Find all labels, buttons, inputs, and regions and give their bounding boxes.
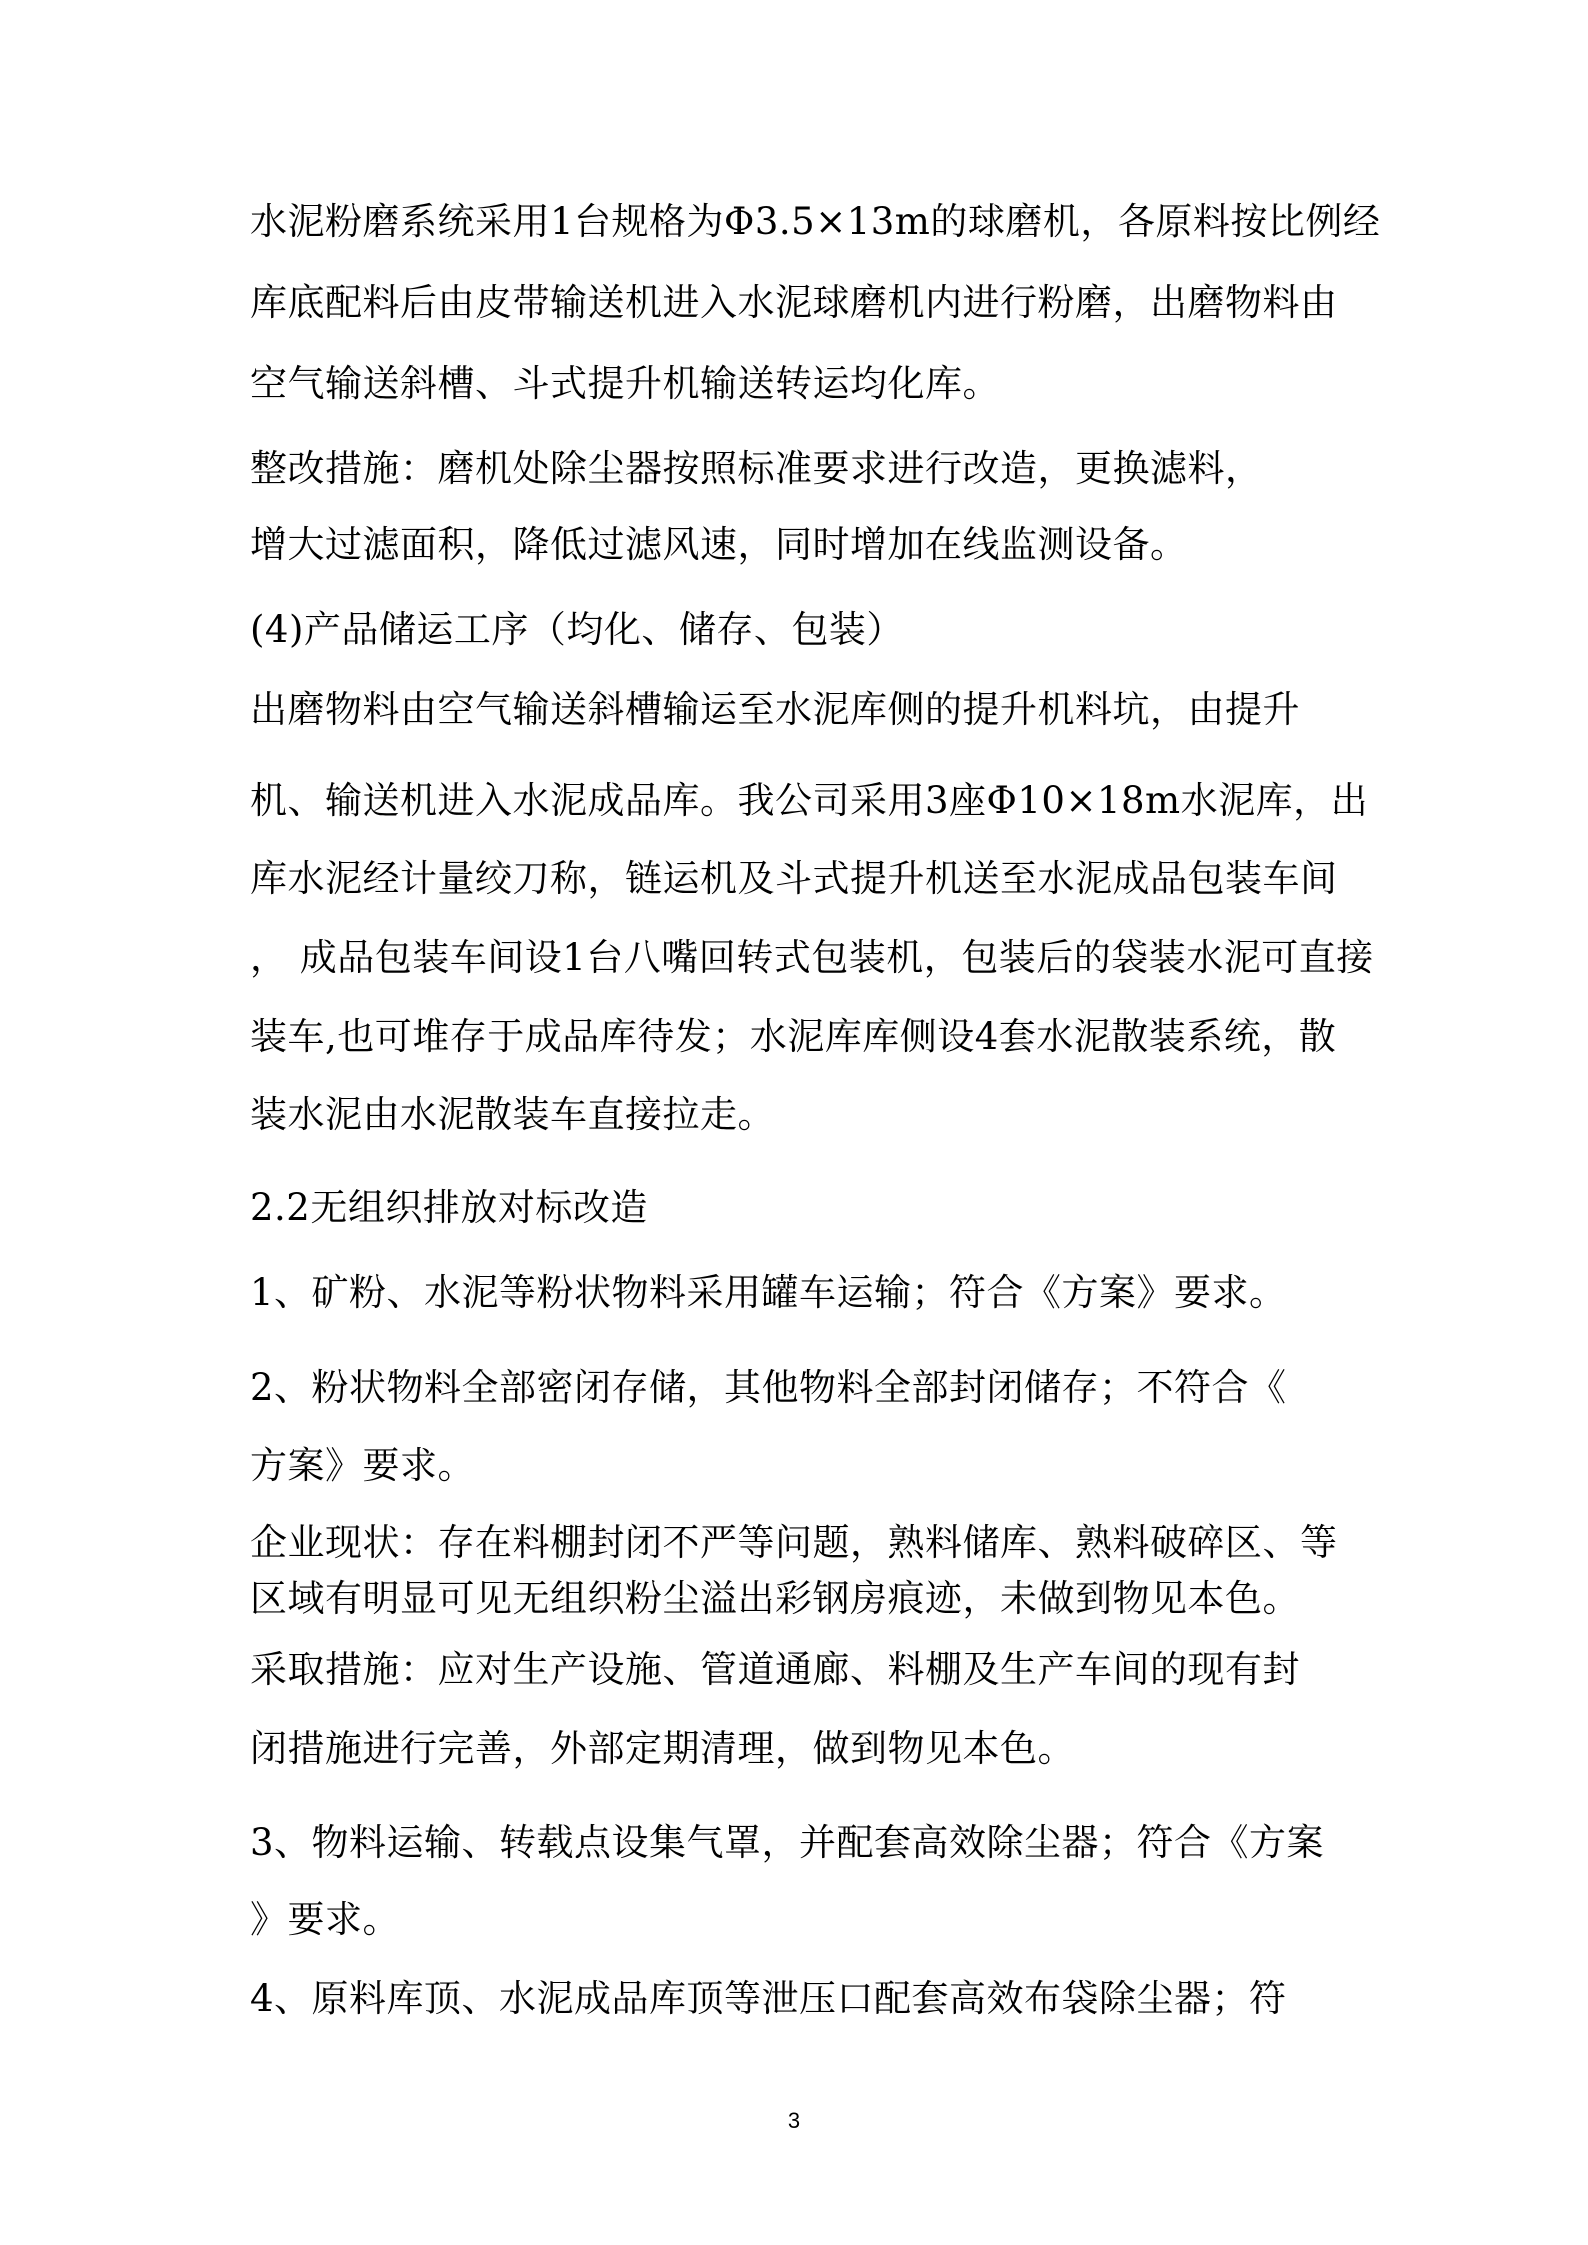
text-line: 企业现状：存在料棚封闭不严等问题，熟料储库、熟料破碎区、等 bbox=[250, 1521, 1338, 1564]
text-line: 空气输送斜槽、斗式提升机输送转运均化库。 bbox=[250, 362, 1000, 405]
text-line: 装车,也可堆存于成品库待发；水泥库库侧设4套水泥散装系统，散 bbox=[250, 1015, 1337, 1058]
text-line: (4)产品储运工序（均化、储存、包装） bbox=[250, 608, 904, 651]
text-line: 方案》要求。 bbox=[250, 1444, 475, 1487]
text-line: 采取措施：应对生产设施、管道通廊、料棚及生产车间的现有封 bbox=[250, 1648, 1300, 1691]
text-line: ， 成品包装车间设1台八嘴回转式包装机，包装后的袋装水泥可直接 bbox=[250, 936, 1374, 979]
text-line: 增大过滤面积，降低过滤风速，同时增加在线监测设备。 bbox=[250, 523, 1188, 566]
text-line: 3、物料运输、转载点设集气罩，并配套高效除尘器；符合《方案 bbox=[250, 1821, 1325, 1864]
text-line: 闭措施进行完善，外部定期清理，做到物见本色。 bbox=[250, 1727, 1075, 1770]
text-line: 2.2无组织排放对标改造 bbox=[250, 1186, 648, 1229]
text-line: 区域有明显可见无组织粉尘溢出彩钢房痕迹，未做到物见本色。 bbox=[250, 1577, 1300, 1620]
text-line: 水泥粉磨系统采用1台规格为Φ3.5×13m的球磨机，各原料按比例经 bbox=[250, 200, 1381, 243]
text-line: 装水泥由水泥散装车直接拉走。 bbox=[250, 1093, 775, 1136]
text-line: 库水泥经计量绞刀称，链运机及斗式提升机送至水泥成品包装车间 bbox=[250, 857, 1338, 900]
text-line: 整改措施：磨机处除尘器按照标准要求进行改造，更换滤料， bbox=[250, 447, 1263, 490]
text-line: 机、输送机进入水泥成品库。我公司采用3座Φ10×18m水泥库，出 bbox=[250, 779, 1369, 822]
text-line: 2、粉状物料全部密闭存储，其他物料全部封闭储存；不符合《 bbox=[250, 1366, 1287, 1409]
page-number: 3 bbox=[787, 2108, 801, 2133]
text-line: 》要求。 bbox=[250, 1898, 400, 1941]
text-line: 库底配料后由皮带输送机进入水泥球磨机内进行粉磨，出磨物料由 bbox=[250, 281, 1338, 324]
text-line: 1、矿粉、水泥等粉状物料采用罐车运输；符合《方案》要求。 bbox=[250, 1271, 1287, 1314]
text-line: 出磨物料由空气输送斜槽输运至水泥库侧的提升机料坑，由提升 bbox=[250, 688, 1300, 731]
text-line: 4、原料库顶、水泥成品库顶等泄压口配套高效布袋除尘器；符 bbox=[250, 1977, 1287, 2020]
